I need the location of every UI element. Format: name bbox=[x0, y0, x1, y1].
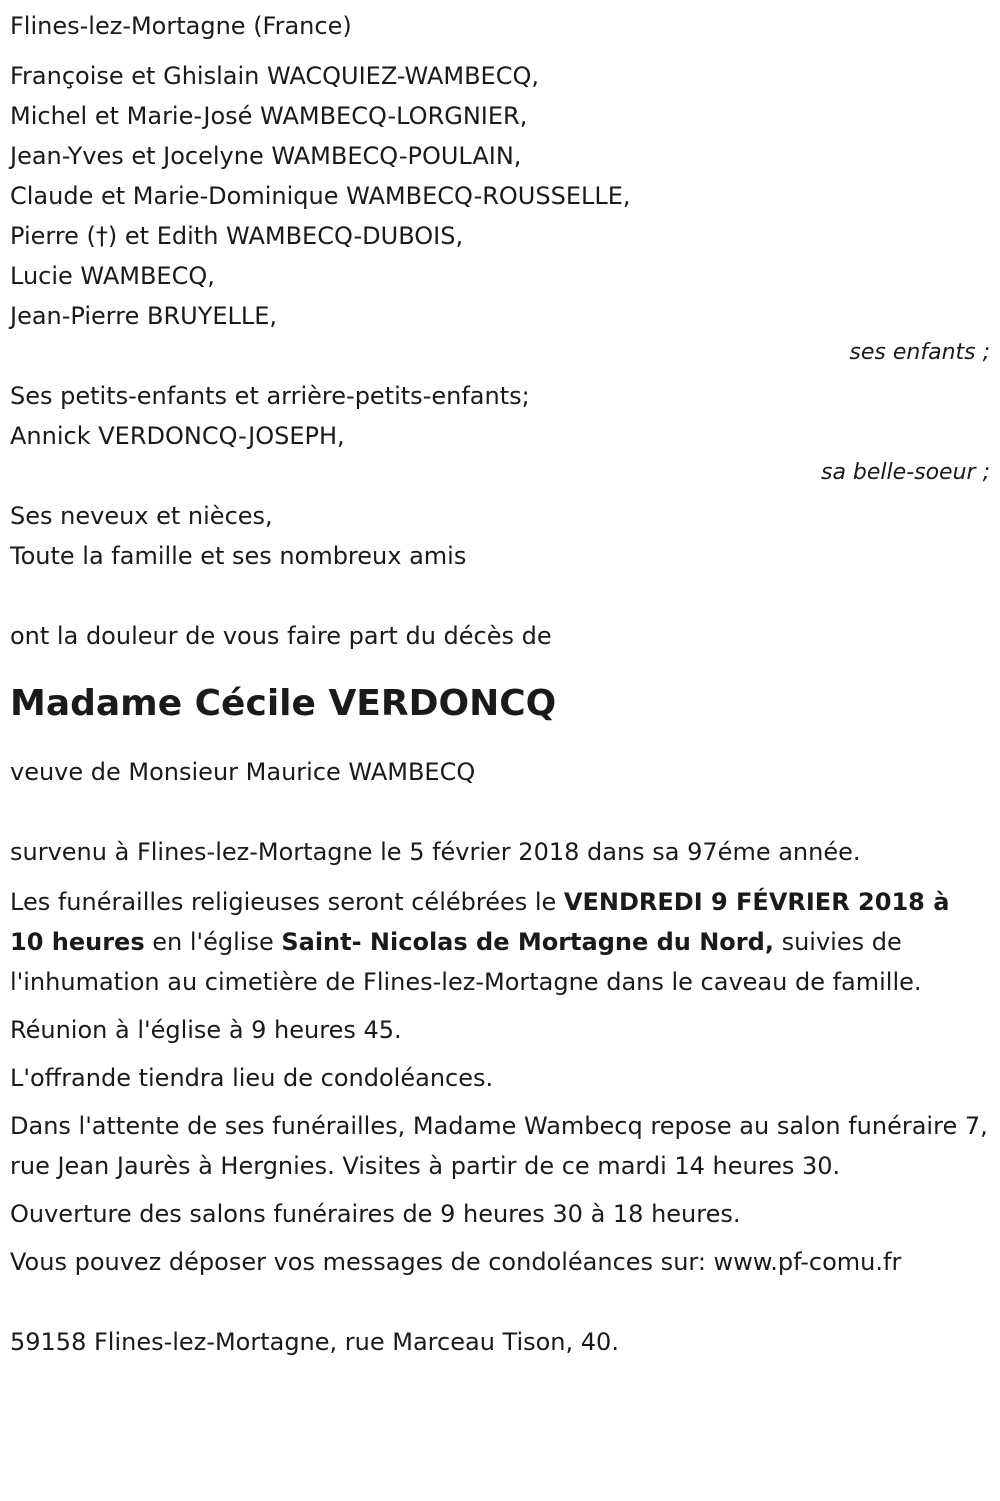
opening-hours-line: Ouverture des salons funéraires de 9 heures 30 à 18 heures. bbox=[10, 1200, 741, 1228]
meeting-line: Réunion à l'église à 9 heures 45. bbox=[10, 1016, 402, 1044]
address-line: 59158 Flines-lez-Mortagne, rue Marceau Tison, 40. bbox=[10, 1328, 619, 1356]
announcement-text: ont la douleur de vous faire part du décès de bbox=[10, 622, 552, 650]
child-entry: Michel et Marie-José WAMBECQ-LORGNIER, bbox=[10, 102, 528, 130]
relatives-line: Ses neveux et nièces, bbox=[10, 502, 273, 530]
child-entry: Lucie WAMBECQ, bbox=[10, 262, 215, 290]
location-header: Flines-lez-Mortagne (France) bbox=[10, 12, 352, 40]
sister-in-law-line: Annick VERDONCQ-JOSEPH, bbox=[10, 422, 345, 450]
widow-of-line: veuve de Monsieur Maurice WAMBECQ bbox=[10, 758, 476, 786]
child-entry: Françoise et Ghislain WACQUIEZ-WAMBECQ, bbox=[10, 62, 539, 90]
funeral-text-1: Les funérailles religieuses seront célébrées le bbox=[10, 888, 564, 916]
death-info-line: survenu à Flines-lez-Mortagne le 5 février 2018 dans sa 97éme année. bbox=[10, 838, 861, 866]
offering-line: L'offrande tiendra lieu de condoléances. bbox=[10, 1064, 494, 1092]
funeral-text-2: en l'église bbox=[144, 928, 282, 956]
sister-in-law-role: sa belle-soeur ; bbox=[821, 460, 990, 485]
deceased-name: Madame Cécile VERDONCQ bbox=[10, 683, 557, 724]
relatives-line: Toute la famille et ses nombreux amis bbox=[10, 542, 467, 570]
child-entry: Claude et Marie-Dominique WAMBECQ-ROUSSELLE, bbox=[10, 182, 631, 210]
children-list bbox=[10, 56, 990, 370]
funeral-date: VENDREDI 9 FÉVRIER 2018 à 10 heures bbox=[10, 888, 950, 956]
funeral-text-3: suivies de l'inhumation au cimetière de Flines-lez-Mortagne dans le caveau de famille. bbox=[10, 928, 922, 996]
children-role: ses enfants ; bbox=[849, 340, 990, 365]
condolences-messages-line: Vous pouvez déposer vos messages de condoléances sur: www.pf-comu.fr bbox=[10, 1248, 902, 1276]
grandchildren-line: Ses petits-enfants et arrière-petits-enfants; bbox=[10, 382, 530, 410]
repose-paragraph: Dans l'attente de ses funérailles, Madame Wambecq repose au salon funéraire 7, rue Jean Jaurès à Hergnies. Visites à partir de ce mardi 14 heures 30. bbox=[10, 1112, 988, 1180]
child-entry: Jean-Yves et Jocelyne WAMBECQ-POULAIN, bbox=[10, 142, 522, 170]
child-entry: Pierre (†) et Edith WAMBECQ-DUBOIS, bbox=[10, 222, 464, 250]
funeral-church: Saint- Nicolas de Mortagne du Nord, bbox=[281, 928, 774, 956]
funeral-paragraph bbox=[10, 882, 990, 1002]
child-entry: Jean-Pierre BRUYELLE, bbox=[10, 302, 278, 330]
